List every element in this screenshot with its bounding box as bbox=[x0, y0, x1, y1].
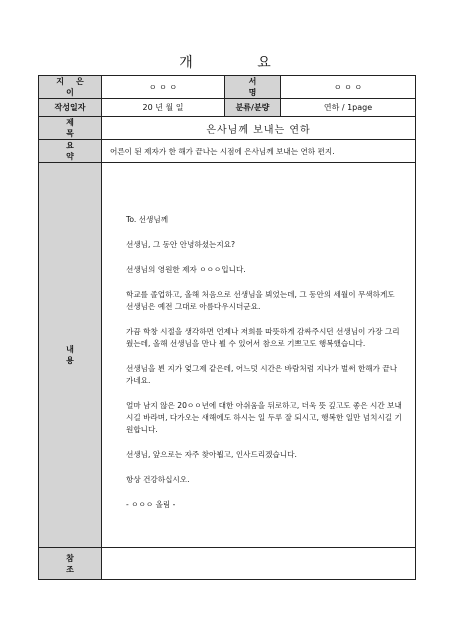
overview-table bbox=[38, 75, 416, 580]
content-paragraph: To. 선생님께 bbox=[126, 214, 169, 224]
writer-label: 지은이 bbox=[39, 76, 102, 99]
summary-label: 요 약 bbox=[39, 140, 102, 163]
summary-value: 어른이 된 제자가 한 해가 끝나는 시점에 은사님께 보내는 연하 편지. bbox=[102, 140, 416, 163]
content-paragraph: 선생님을 뵌 지가 엊그제 같은데, 어느덧 시간은 바람처럼 지나가 벌써 한해가 끝나가네요. bbox=[126, 363, 398, 385]
signature-label: 서 명 bbox=[225, 76, 281, 99]
content-paragraph: 선생님, 그 동안 안녕하셨는지요? bbox=[126, 239, 236, 249]
content-paragraph: 항상 건강하십시오. bbox=[126, 474, 190, 484]
category-value: 연하 / 1page bbox=[281, 99, 416, 117]
content-paragraph: 가끔 학창 시절을 생각하면 언제나 저희를 따뜻하게 감싸주시던 선생님이 가장 그리웠는데, 올해 선생님을 만나 뵐 수 있어서 참으로 기쁘고도 행복했습니다. bbox=[126, 326, 400, 348]
reference-label: 참 조 bbox=[39, 548, 102, 580]
subject-value: 은사님께 보내는 연하 bbox=[102, 117, 416, 140]
row-summary bbox=[39, 140, 416, 163]
content-paragraph: 학교를 졸업하고, 올해 처음으로 선생님을 뵈었는데, 그 동안의 세월이 무색하게도 선생님은 예전 그대로 아름다우시더군요. bbox=[126, 289, 395, 311]
signature-value: ㅇ ㅇ ㅇ bbox=[281, 76, 416, 99]
content-paragraph: 선생님, 앞으로는 자주 찾아뵙고, 인사드리겠습니다. bbox=[126, 449, 297, 459]
subject-label: 제 목 bbox=[39, 117, 102, 140]
content-body bbox=[102, 163, 416, 548]
date-label: 작성일자 bbox=[39, 99, 102, 117]
date-value: 20 년 월 일 bbox=[102, 99, 225, 117]
content-paragraph: - ㅇㅇㅇ 올림 - bbox=[126, 499, 176, 509]
row-reference bbox=[39, 548, 416, 580]
writer-value: ㅇ ㅇ ㅇ bbox=[102, 76, 225, 99]
content-paragraph: 얼마 남지 않은 20ㅇㅇ년에 대한 아쉬움을 뒤로하고, 더욱 뜻 깊고도 좋은 시간 보내시길 바라며, 다가오는 새해에도 하시는 일 두루 잘 되시고, 행복한 일만 넘치시길 기원합니다. bbox=[126, 400, 402, 434]
category-label: 분류/분량 bbox=[225, 99, 281, 117]
content-paragraph: 선생님의 영원한 제자 ㅇㅇㅇ입니다. bbox=[126, 264, 246, 274]
row-content bbox=[39, 163, 416, 548]
document-title: 개 요 bbox=[179, 55, 301, 71]
row-subject bbox=[39, 117, 416, 140]
row-date bbox=[39, 99, 416, 117]
row-writer bbox=[39, 76, 416, 99]
content-label: 내 용 bbox=[39, 163, 102, 548]
reference-value bbox=[102, 548, 416, 580]
